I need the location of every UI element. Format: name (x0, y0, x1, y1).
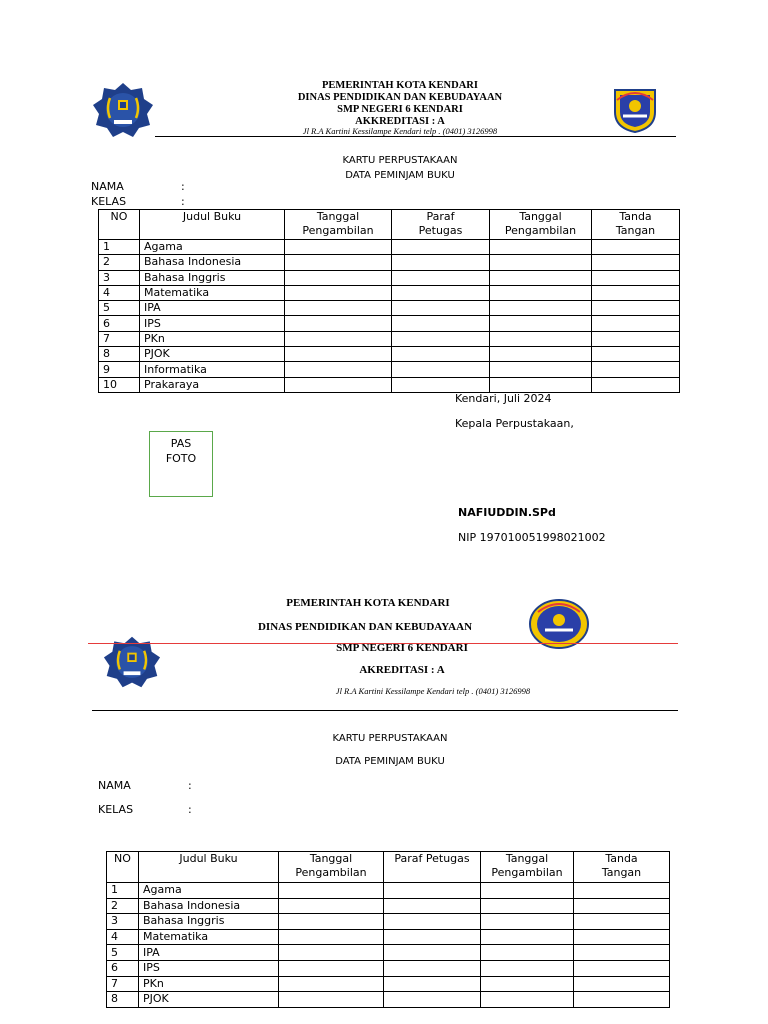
empty-cell (384, 898, 481, 914)
empty-cell (592, 255, 680, 270)
column-header: Judul Buku (139, 852, 279, 883)
book-title: Prakaraya (140, 377, 285, 392)
card2-subtitle: DATA PEMINJAM BUKU (335, 756, 445, 767)
table-row (107, 929, 670, 945)
book-title: Bahasa Indonesia (139, 898, 279, 914)
card1-signer-role: Kepala Perpustakaan, (455, 417, 574, 430)
card1-kelas-label: KELAS (91, 195, 127, 208)
empty-cell (384, 976, 481, 992)
empty-cell (285, 301, 392, 316)
row-number: 3 (107, 914, 139, 930)
photo-label: PAS (170, 437, 192, 450)
empty-cell (279, 945, 384, 961)
card1-header-rule (155, 136, 676, 137)
book-title: Matematika (140, 285, 285, 300)
empty-cell (285, 285, 392, 300)
empty-cell (490, 316, 592, 331)
table-row (99, 362, 680, 377)
empty-cell (481, 976, 574, 992)
empty-cell (481, 898, 574, 914)
card1-loan-table (98, 209, 680, 393)
empty-cell (481, 945, 574, 961)
row-number: 5 (107, 945, 139, 961)
empty-cell (574, 929, 670, 945)
empty-cell (490, 270, 592, 285)
book-title: Bahasa Inggris (140, 270, 285, 285)
card1-header-line: DINAS PENDIDIKAN DAN KEBUDAYAAN (297, 92, 503, 103)
table-row (107, 976, 670, 992)
row-number: 7 (99, 331, 140, 346)
empty-cell (574, 960, 670, 976)
card2-header-line: PEMERINTAH KOTA KENDARI (286, 597, 450, 609)
row-number: 1 (99, 240, 140, 255)
empty-cell (592, 301, 680, 316)
book-title: IPA (139, 945, 279, 961)
empty-cell (285, 255, 392, 270)
empty-cell (279, 883, 384, 899)
card1-header-line: PEMERINTAH KOTA KENDARI (322, 80, 478, 91)
empty-cell (285, 331, 392, 346)
table-header-row (99, 210, 680, 240)
column-header: Paraf Petugas (392, 210, 490, 240)
book-title: IPS (139, 960, 279, 976)
card1-signer-nip: NIP 197010051998021002 (458, 531, 606, 544)
row-number: 4 (107, 929, 139, 945)
book-title: PKn (139, 976, 279, 992)
table-row (99, 270, 680, 285)
empty-cell (392, 362, 490, 377)
empty-cell (384, 914, 481, 930)
empty-cell (384, 929, 481, 945)
card1-header-line: AKKREDITASI : A (355, 116, 445, 127)
empty-cell (592, 270, 680, 285)
card1-nama-label: NAMA (91, 180, 124, 193)
row-number: 8 (107, 992, 139, 1008)
table-row (99, 316, 680, 331)
table-row (99, 240, 680, 255)
card2-loan-table (106, 851, 670, 1008)
column-header: Tanggal Pengambilan (490, 210, 592, 240)
row-number: 9 (99, 362, 140, 377)
empty-cell (574, 976, 670, 992)
table-row (107, 945, 670, 961)
card1-address: Jl R.A Kartini Kessilampe Kendari telp . (0401) 3126998 (302, 126, 498, 136)
empty-cell (279, 898, 384, 914)
column-header: Tanggal Pengambilan (285, 210, 392, 240)
book-title: Agama (140, 240, 285, 255)
table-row (99, 255, 680, 270)
empty-cell (490, 240, 592, 255)
empty-cell (574, 914, 670, 930)
empty-cell (481, 929, 574, 945)
empty-cell (392, 255, 490, 270)
photo-label: FOTO (165, 452, 197, 465)
empty-cell (481, 992, 574, 1008)
empty-cell (279, 992, 384, 1008)
book-title: Informatika (140, 362, 285, 377)
book-title: Matematika (139, 929, 279, 945)
book-title: PJOK (139, 992, 279, 1008)
card1-subtitle: DATA PEMINJAM BUKU (345, 170, 455, 181)
empty-cell (574, 898, 670, 914)
empty-cell (490, 377, 592, 392)
empty-cell (592, 316, 680, 331)
empty-cell (481, 914, 574, 930)
table-row (107, 898, 670, 914)
column-header: NO (99, 210, 140, 240)
empty-cell (392, 377, 490, 392)
column-header: Tanggal Pengambilan (481, 852, 574, 883)
table-header-row (107, 852, 670, 883)
book-title: PKn (140, 331, 285, 346)
empty-cell (481, 960, 574, 976)
empty-cell (592, 331, 680, 346)
book-title: IPA (140, 301, 285, 316)
empty-cell (574, 992, 670, 1008)
column-header: NO (107, 852, 139, 883)
empty-cell (481, 883, 574, 899)
empty-cell (392, 347, 490, 362)
empty-cell (490, 255, 592, 270)
empty-cell (384, 992, 481, 1008)
column-header: Judul Buku (140, 210, 285, 240)
empty-cell (592, 377, 680, 392)
row-number: 6 (107, 960, 139, 976)
empty-cell (490, 347, 592, 362)
card1-title: KARTU PERPUSTAKAAN (342, 155, 458, 166)
table-row (107, 914, 670, 930)
empty-cell (285, 377, 392, 392)
card1-signer-name: NAFIUDDIN.SPd (458, 506, 556, 519)
empty-cell (490, 331, 592, 346)
card1-place-date: Kendari, Juli 2024 (455, 392, 552, 405)
empty-cell (285, 362, 392, 377)
empty-cell (285, 316, 392, 331)
book-title: Agama (139, 883, 279, 899)
empty-cell (574, 945, 670, 961)
table-row (99, 347, 680, 362)
card2-nama-label: NAMA (98, 779, 131, 792)
row-number: 2 (99, 255, 140, 270)
column-header: Tanggal Pengambilan (279, 852, 384, 883)
empty-cell (490, 301, 592, 316)
empty-cell (285, 270, 392, 285)
row-number: 10 (99, 377, 140, 392)
empty-cell (279, 976, 384, 992)
empty-cell (279, 960, 384, 976)
card2-header-rule (92, 710, 678, 711)
empty-cell (392, 316, 490, 331)
empty-cell (592, 285, 680, 300)
card1-header-line: SMP NEGERI 6 KENDARI (337, 104, 463, 115)
empty-cell (392, 270, 490, 285)
city-emblem-logo (92, 82, 154, 138)
column-header: Paraf Petugas (384, 852, 481, 883)
empty-cell (384, 960, 481, 976)
card1-kelas-colon: : (181, 195, 185, 208)
row-number: 4 (99, 285, 140, 300)
row-number: 2 (107, 898, 139, 914)
empty-cell (285, 347, 392, 362)
table-row (99, 377, 680, 392)
table-row (107, 992, 670, 1008)
empty-cell (392, 240, 490, 255)
empty-cell (279, 929, 384, 945)
card1-title-block (200, 153, 600, 183)
empty-cell (392, 331, 490, 346)
row-number: 6 (99, 316, 140, 331)
table-row (99, 285, 680, 300)
card2-header-line: AKREDITASI : A (359, 664, 445, 676)
book-title: PJOK (140, 347, 285, 362)
empty-cell (490, 362, 592, 377)
column-header: Tanda Tangan (574, 852, 670, 883)
card1-photo-box (149, 431, 213, 497)
row-number: 8 (99, 347, 140, 362)
card2-header-line: DINAS PENDIDIKAN DAN KEBUDAYAAN (257, 621, 473, 633)
table-row (107, 883, 670, 899)
card2-kelas-label: KELAS (98, 803, 134, 816)
empty-cell (592, 347, 680, 362)
empty-cell (392, 301, 490, 316)
row-number: 3 (99, 270, 140, 285)
row-number: 1 (107, 883, 139, 899)
column-header: Tanda Tangan (592, 210, 680, 240)
empty-cell (279, 914, 384, 930)
empty-cell (490, 285, 592, 300)
empty-cell (574, 883, 670, 899)
card2-kelas-colon: : (188, 803, 192, 816)
empty-cell (384, 883, 481, 899)
empty-cell (285, 240, 392, 255)
table-row (99, 301, 680, 316)
empty-cell (392, 285, 490, 300)
row-number: 7 (107, 976, 139, 992)
card1-letterhead (200, 80, 600, 128)
table-row (107, 960, 670, 976)
card2-nama-colon: : (188, 779, 192, 792)
empty-cell (592, 362, 680, 377)
card1-nama-colon: : (181, 180, 185, 193)
card2-title: KARTU PERPUSTAKAAN (332, 733, 448, 744)
empty-cell (384, 945, 481, 961)
book-title: Bahasa Indonesia (140, 255, 285, 270)
row-number: 5 (99, 301, 140, 316)
book-title: IPS (140, 316, 285, 331)
empty-cell (592, 240, 680, 255)
table-row (99, 331, 680, 346)
card2-header-line: SMP NEGERI 6 KENDARI (336, 642, 468, 654)
card2-address: Jl R.A Kartini Kessilampe Kendari telp . (0401) 3126998 (335, 686, 531, 696)
book-title: Bahasa Inggris (139, 914, 279, 930)
